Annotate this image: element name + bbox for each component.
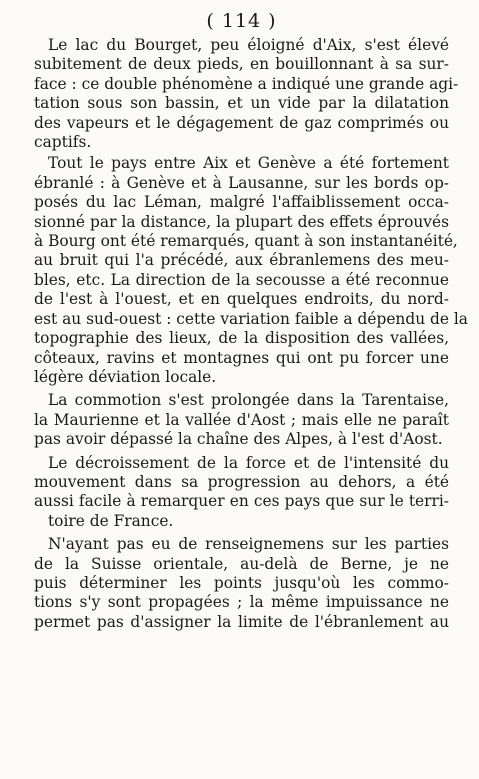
text-line: Le lac du Bourget, peu éloigné d'Aix, s'est élevé <box>48 36 449 54</box>
text-line: tions s'y sont propagées ; la même impuissance ne <box>34 593 449 612</box>
text-line: La commotion s'est prolongée dans la Tarentaise, <box>48 391 449 410</box>
text-line: posés du lac Léman, malgré l'affaiblissement occa- <box>34 193 449 212</box>
text-line: à Bourg ont été remarqués, quant à son instantanéité, <box>34 232 458 251</box>
paragraph-decroissement-force <box>34 454 449 532</box>
paragraph-lac-du-bourget <box>34 36 459 152</box>
paragraph-suisse-orientale <box>34 535 449 632</box>
text-line: de l'est à l'ouest, et en quelques endroits, du nord- <box>34 290 449 309</box>
text-line: de la Suisse orientale, au-delà de Berne, je ne <box>34 554 449 573</box>
text-line: légère déviation locale. <box>34 367 217 386</box>
text-line: subitement de deux pieds, en bouillonnant à sa sur- <box>34 55 449 74</box>
text-line: face : ce double phénomène a indiqué une grande agi- <box>34 74 459 93</box>
text-line: mouvement dans sa progression au dehors, a été <box>34 472 449 491</box>
text-line: N'ayant pas eu de renseignemens sur les parties <box>48 535 449 554</box>
text-line: Tout le pays entre Aix et Genève a été fortement <box>48 154 449 173</box>
text-line: des vapeurs et le dégagement de gaz comprimés ou <box>34 113 449 132</box>
text-line: pas avoir dépassé la chaîne des Alpes, à l'est d'Aost. <box>34 430 443 449</box>
text-line: tation sous son bassin, et un vide par la dilatation <box>34 94 449 113</box>
text-line: côteaux, ravins et montagnes qui ont pu forcer une <box>34 348 449 367</box>
text-line: bles, etc. La direction de la secousse a été reconnue <box>34 270 449 289</box>
text-line: toire de France. <box>48 511 174 530</box>
text-line: ébranlé : à Genève et à Lausanne, sur les bords op- <box>34 173 449 192</box>
text-line: puis déterminer les points jusqu'où les commo- <box>34 573 449 592</box>
text-line: topographie des lieux, de la disposition des vallées, <box>34 329 449 348</box>
text-line: est au sud-ouest : cette variation faible a dépendu de la <box>34 309 468 328</box>
text-line: permet pas d'assigner la limite de l'ébranlement au <box>34 612 449 631</box>
text-line: sionné par la distance, la plupart des effets éprouvés <box>34 212 449 231</box>
page-number: ( 114 ) <box>206 10 277 32</box>
text-line: Le décroissement de la force et de l'intensité du <box>48 453 449 472</box>
text-line: captifs. <box>34 133 92 152</box>
paragraph-commotion-tarentaise <box>34 391 449 449</box>
text-line: la Maurienne et la vallée d'Aost ; mais elle ne paraît <box>34 410 449 429</box>
text-line: aussi facile à remarquer en ces pays que sur le terri- <box>34 492 449 511</box>
paragraph-pays-aix-geneve <box>34 154 468 387</box>
text-line: au bruit qui l'a précédé, aux ébranlemens des meu- <box>34 251 449 270</box>
